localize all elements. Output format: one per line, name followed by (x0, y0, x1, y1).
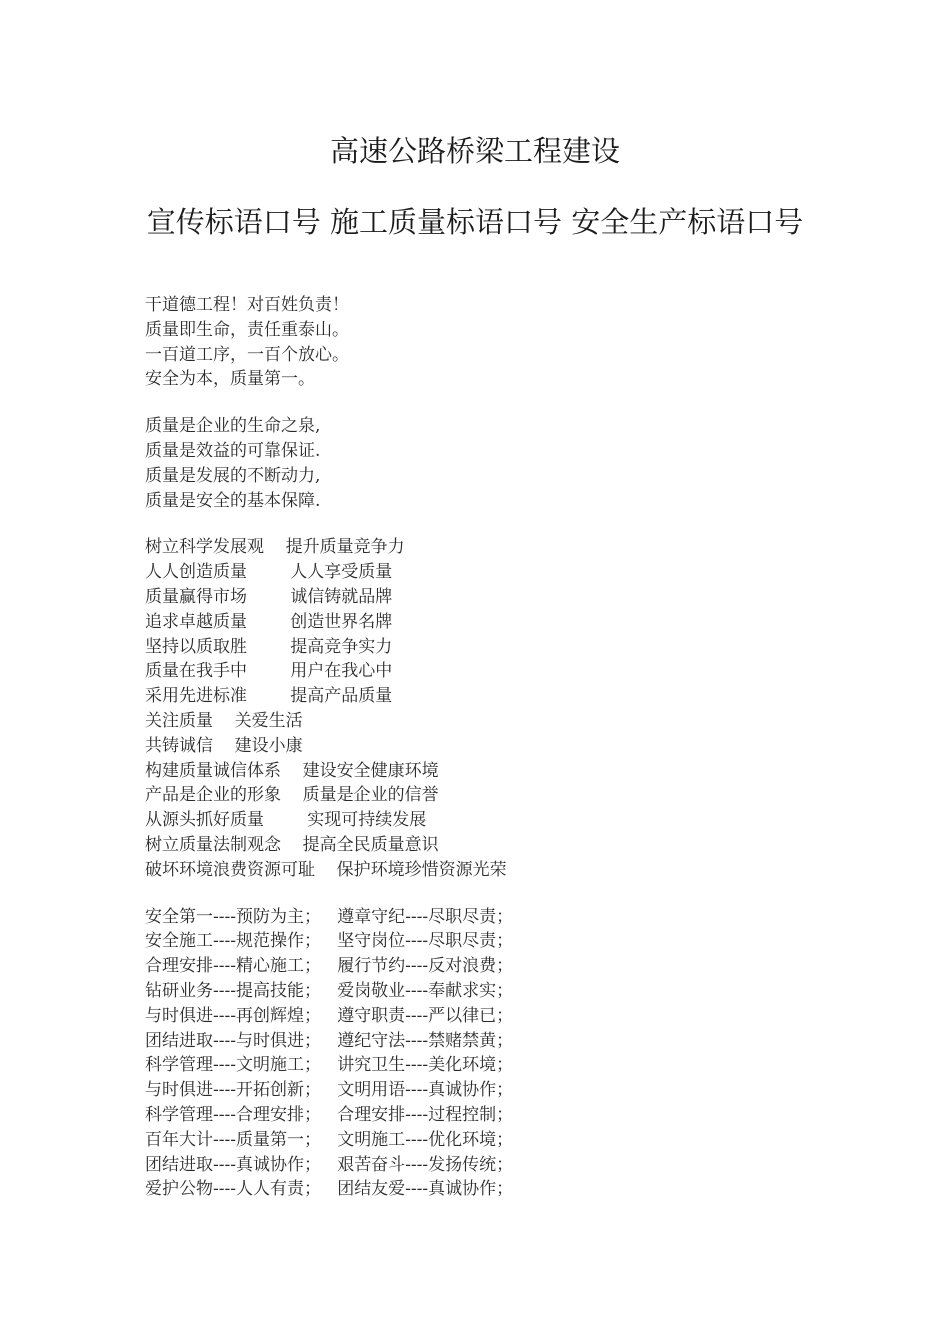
slogan-line: 科学管理----文明施工； 讲究卫生----美化环境； (145, 1055, 514, 1076)
slogan-line: 钻研业务----提高技能； 爱岗敬业----奉献求实； (145, 980, 514, 1001)
slogan-line: 一百道工序，一百个放心。 (145, 344, 349, 365)
paragraph-quality-slogans (145, 535, 845, 882)
slogan-line: 从源头抓好质量 实现可持续发展 (145, 810, 427, 831)
slogan-line: 破坏环境浪费资源可耻 保护环境珍惜资源光荣 (145, 859, 507, 880)
slogan-line: 坚持以质取胜 提高竞争实力 (145, 636, 393, 657)
slogan-line: 追求卓越质量 创造世界名牌 (145, 611, 393, 632)
slogan-line: 质量在我手中 用户在我心中 (145, 661, 393, 682)
paragraph-quality-importance (145, 414, 845, 513)
slogan-line: 干道德工程！对百姓负责！ (145, 295, 349, 315)
slogan-line: 团结进取----与时俱进； 遵纪守法----禁赌禁黄； (145, 1030, 514, 1051)
slogan-line: 安全施工----规范操作； 坚守岗位----尽职尽责； (145, 931, 514, 952)
slogan-line: 共铸诚信 建设小康 (145, 735, 303, 756)
slogan-line: 爱护公物----人人有责； 团结友爱----真诚协作； (145, 1179, 514, 1200)
slogan-line: 质量即生命，责任重泰山。 (145, 319, 349, 340)
slogan-line: 质量是效益的可靠保证. (145, 440, 321, 461)
slogan-body (145, 293, 845, 1202)
document-title: 高速公路桥梁工程建设 (329, 134, 620, 168)
slogan-line: 安全为本，质量第一。 (145, 369, 315, 390)
slogan-line: 人人创造质量 人人享受质量 (145, 562, 393, 583)
slogan-line: 树立质量法制观念 提高全民质量意识 (145, 834, 439, 855)
paragraph-safety-slogans (145, 905, 845, 1203)
slogan-line: 与时俱进----开拓创新； 文明用语----真诚协作； (145, 1080, 514, 1101)
slogan-line: 质量赢得市场 诚信铸就品牌 (145, 586, 393, 607)
slogan-line: 合理安排----精心施工； 履行节约----反对浪费； (145, 956, 514, 977)
slogan-line: 质量是发展的不断动力, (145, 465, 321, 486)
slogan-line: 安全第一----预防为主； 遵章守纪----尽职尽责； (145, 906, 514, 927)
slogan-line: 构建质量诚信体系 建设安全健康环境 (145, 760, 439, 781)
slogan-line: 质量是安全的基本保障. (145, 490, 321, 511)
slogan-line: 与时俱进----再创辉煌； 遵守职责----严以律已； (145, 1005, 514, 1026)
slogan-line: 科学管理----合理安排； 合理安排----过程控制； (145, 1104, 514, 1125)
paragraph-ethics (145, 293, 845, 392)
slogan-line: 采用先进标准 提高产品质量 (145, 686, 393, 707)
slogan-line: 团结进取----真诚协作； 艰苦奋斗----发扬传统； (145, 1154, 514, 1175)
slogan-line: 质量是企业的生命之泉, (145, 416, 321, 437)
slogan-line: 产品是企业的形象 质量是企业的信誉 (145, 785, 439, 806)
document-subtitle: 宣传标语口号 施工质量标语口号 安全生产标语口号 (146, 205, 804, 239)
slogan-line: 树立科学发展观 提升质量竞争力 (145, 537, 405, 558)
slogan-line: 百年大计----质量第一； 文明施工----优化环境； (145, 1129, 514, 1150)
slogan-line: 关注质量 关爱生活 (145, 710, 303, 731)
